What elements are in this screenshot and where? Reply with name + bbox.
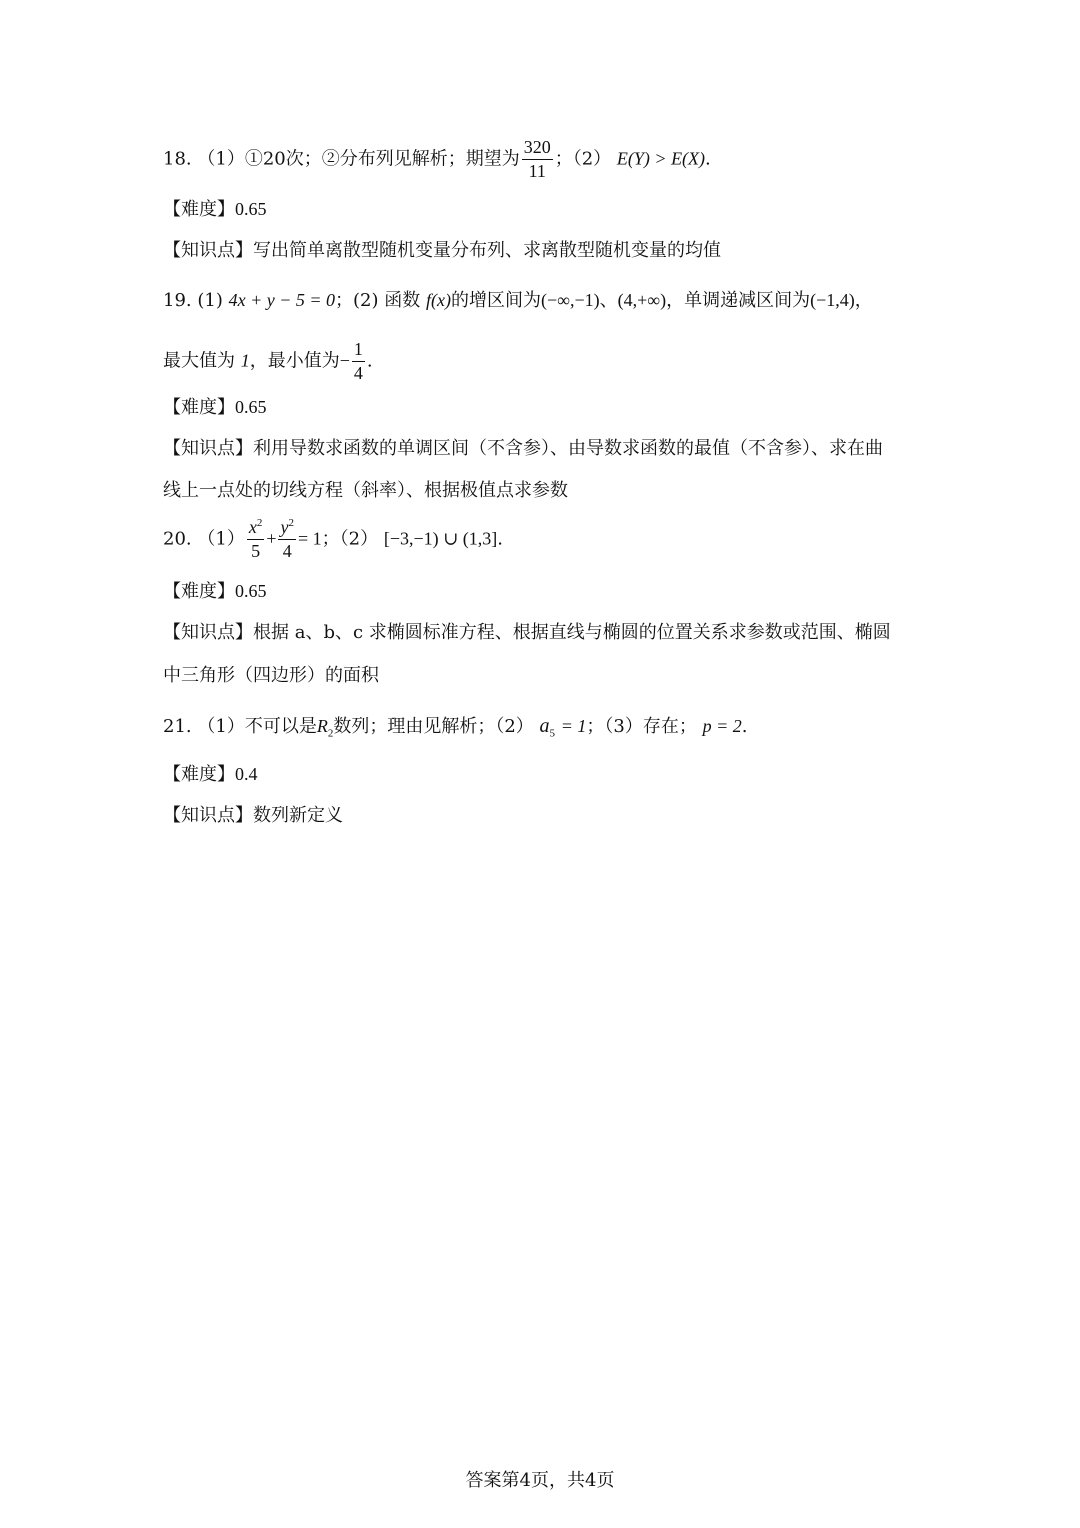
q19-text-decrease: ，单调递减区间为: [666, 290, 811, 311]
q21-answer: [163, 716, 747, 740]
q21-difficulty: [163, 765, 258, 784]
knowledge-text: 数列新定义: [253, 805, 343, 826]
knowledge-label: 【知识点】: [163, 805, 253, 826]
knowledge-label: 【知识点】: [163, 622, 253, 643]
y-exponent: 2: [288, 517, 294, 529]
frac-numerator: [247, 518, 265, 540]
q20-separator: ；（2）: [321, 528, 379, 550]
y-var: y: [280, 517, 289, 537]
q19-text-increase: 的增区间为: [450, 290, 541, 311]
q19-interval3: (−1,4): [810, 290, 855, 310]
frac-denominator: 4: [282, 540, 292, 561]
frac-numerator: 320: [522, 138, 553, 160]
q19-answer-line2: [163, 340, 373, 383]
q20-knowledge-line1: [163, 624, 891, 642]
difficulty-label: 【难度】: [163, 199, 235, 220]
q19-number: 19.: [163, 290, 192, 311]
q19-interval2: (4,+∞): [617, 290, 667, 310]
knowledge-text: 写出简单离散型随机变量分布列、求离散型随机变量的均值: [253, 240, 721, 261]
q21-part2: 数列；理由见解析；（2）: [333, 716, 534, 737]
frac-numerator: 1: [352, 340, 365, 362]
page-footer: 答案第4页，共4页: [465, 1470, 615, 1491]
q19-part2-label: ；(2) 函数: [335, 290, 421, 311]
q21-end: .: [741, 716, 748, 737]
q18-expectation-fraction: [522, 138, 553, 181]
difficulty-label: 【难度】: [163, 764, 235, 785]
knowledge-label: 【知识点】: [163, 240, 253, 261]
q19-function: f(x): [425, 290, 451, 310]
q19-difficulty: [163, 398, 267, 417]
knowledge-text: 利用导数求函数的单调区间（不含参）、由导数求函数的最值（不含参）、求在曲: [253, 438, 883, 459]
q21-a5-subscript: 5: [549, 727, 556, 740]
q19-interval1: (−∞,−1): [540, 290, 600, 310]
q19-end1: ，: [854, 290, 873, 311]
q19-sep: 、: [599, 290, 618, 311]
q18-end: .: [705, 148, 711, 170]
knowledge-label: 【知识点】: [163, 438, 253, 459]
q19-min-label: ，最小值为: [249, 350, 340, 372]
frac-denominator: 5: [251, 540, 261, 561]
x-exponent: 2: [256, 517, 263, 529]
q20-number: 20.: [163, 528, 192, 550]
difficulty-value: 0.4: [235, 764, 258, 784]
frac-denominator: 4: [353, 362, 363, 383]
q19-min-fraction: [352, 340, 365, 383]
knowledge-text-cont: 中三角形（四边形）的面积: [163, 665, 379, 686]
q18-knowledge: [163, 242, 721, 260]
q18-answer2: E(Y) > E(X): [616, 148, 706, 169]
q21-part1: （1）不可以是: [197, 716, 317, 737]
q21-r-subscript: 2: [327, 727, 334, 740]
q19-answer-line1: [163, 291, 873, 310]
q21-part3: ；（3）存在；: [586, 716, 697, 737]
q20-end: .: [497, 528, 503, 550]
q18-separator: ；（2）: [554, 148, 612, 170]
q19-max-label: 最大值为: [163, 350, 235, 372]
q18-number: 18.: [163, 148, 192, 170]
frac-numerator: [278, 518, 296, 540]
q21-r-symbol: R: [316, 716, 328, 736]
q20-difficulty: [163, 582, 267, 601]
q21-p-equation: p = 2: [702, 716, 742, 736]
q21-a5-value: = 1: [560, 716, 587, 736]
frac-denominator: 11: [528, 160, 546, 181]
q19-part1-label: (1): [197, 290, 223, 311]
knowledge-text: 根据 a、b、c 求椭圆标准方程、根据直线与椭圆的位置关系求参数或范围、椭圆: [253, 622, 891, 643]
q19-knowledge-line2: [163, 482, 568, 500]
q20-answer2: [−3,−1) ∪ (1,3]: [383, 528, 498, 549]
q20-part1-label: （1）: [197, 528, 245, 550]
q20-equals: = 1: [297, 528, 322, 549]
q20-plus: +: [266, 528, 277, 549]
q20-y-fraction: [278, 518, 296, 561]
q19-tangent-equation: 4x + y − 5 = 0: [228, 290, 336, 310]
q19-min-sign: −: [339, 350, 350, 371]
q18-answer: [163, 138, 711, 181]
knowledge-text-cont: 线上一点处的切线方程（斜率）、根据极值点求参数: [163, 480, 568, 501]
q18-difficulty: [163, 200, 267, 219]
difficulty-label: 【难度】: [163, 581, 235, 602]
q19-knowledge-line1: [163, 440, 883, 458]
q21-a5-symbol: a: [539, 715, 550, 737]
difficulty-label: 【难度】: [163, 397, 235, 418]
q20-answer: [163, 518, 503, 561]
q18-part1-label: （1）: [197, 148, 245, 170]
x-var: x: [248, 517, 257, 537]
difficulty-value: 0.65: [235, 199, 267, 219]
q20-x-fraction: [247, 518, 265, 561]
q19-end2: .: [366, 350, 373, 372]
difficulty-value: 0.65: [235, 581, 267, 601]
q20-knowledge-line2: [163, 667, 379, 685]
q18-answer1: ①20次；②分布列见解析；期望为: [244, 148, 520, 170]
q19-max-value: 1: [240, 350, 250, 371]
q21-knowledge: [163, 807, 343, 825]
difficulty-value: 0.65: [235, 397, 267, 417]
q21-number: 21.: [163, 716, 192, 737]
